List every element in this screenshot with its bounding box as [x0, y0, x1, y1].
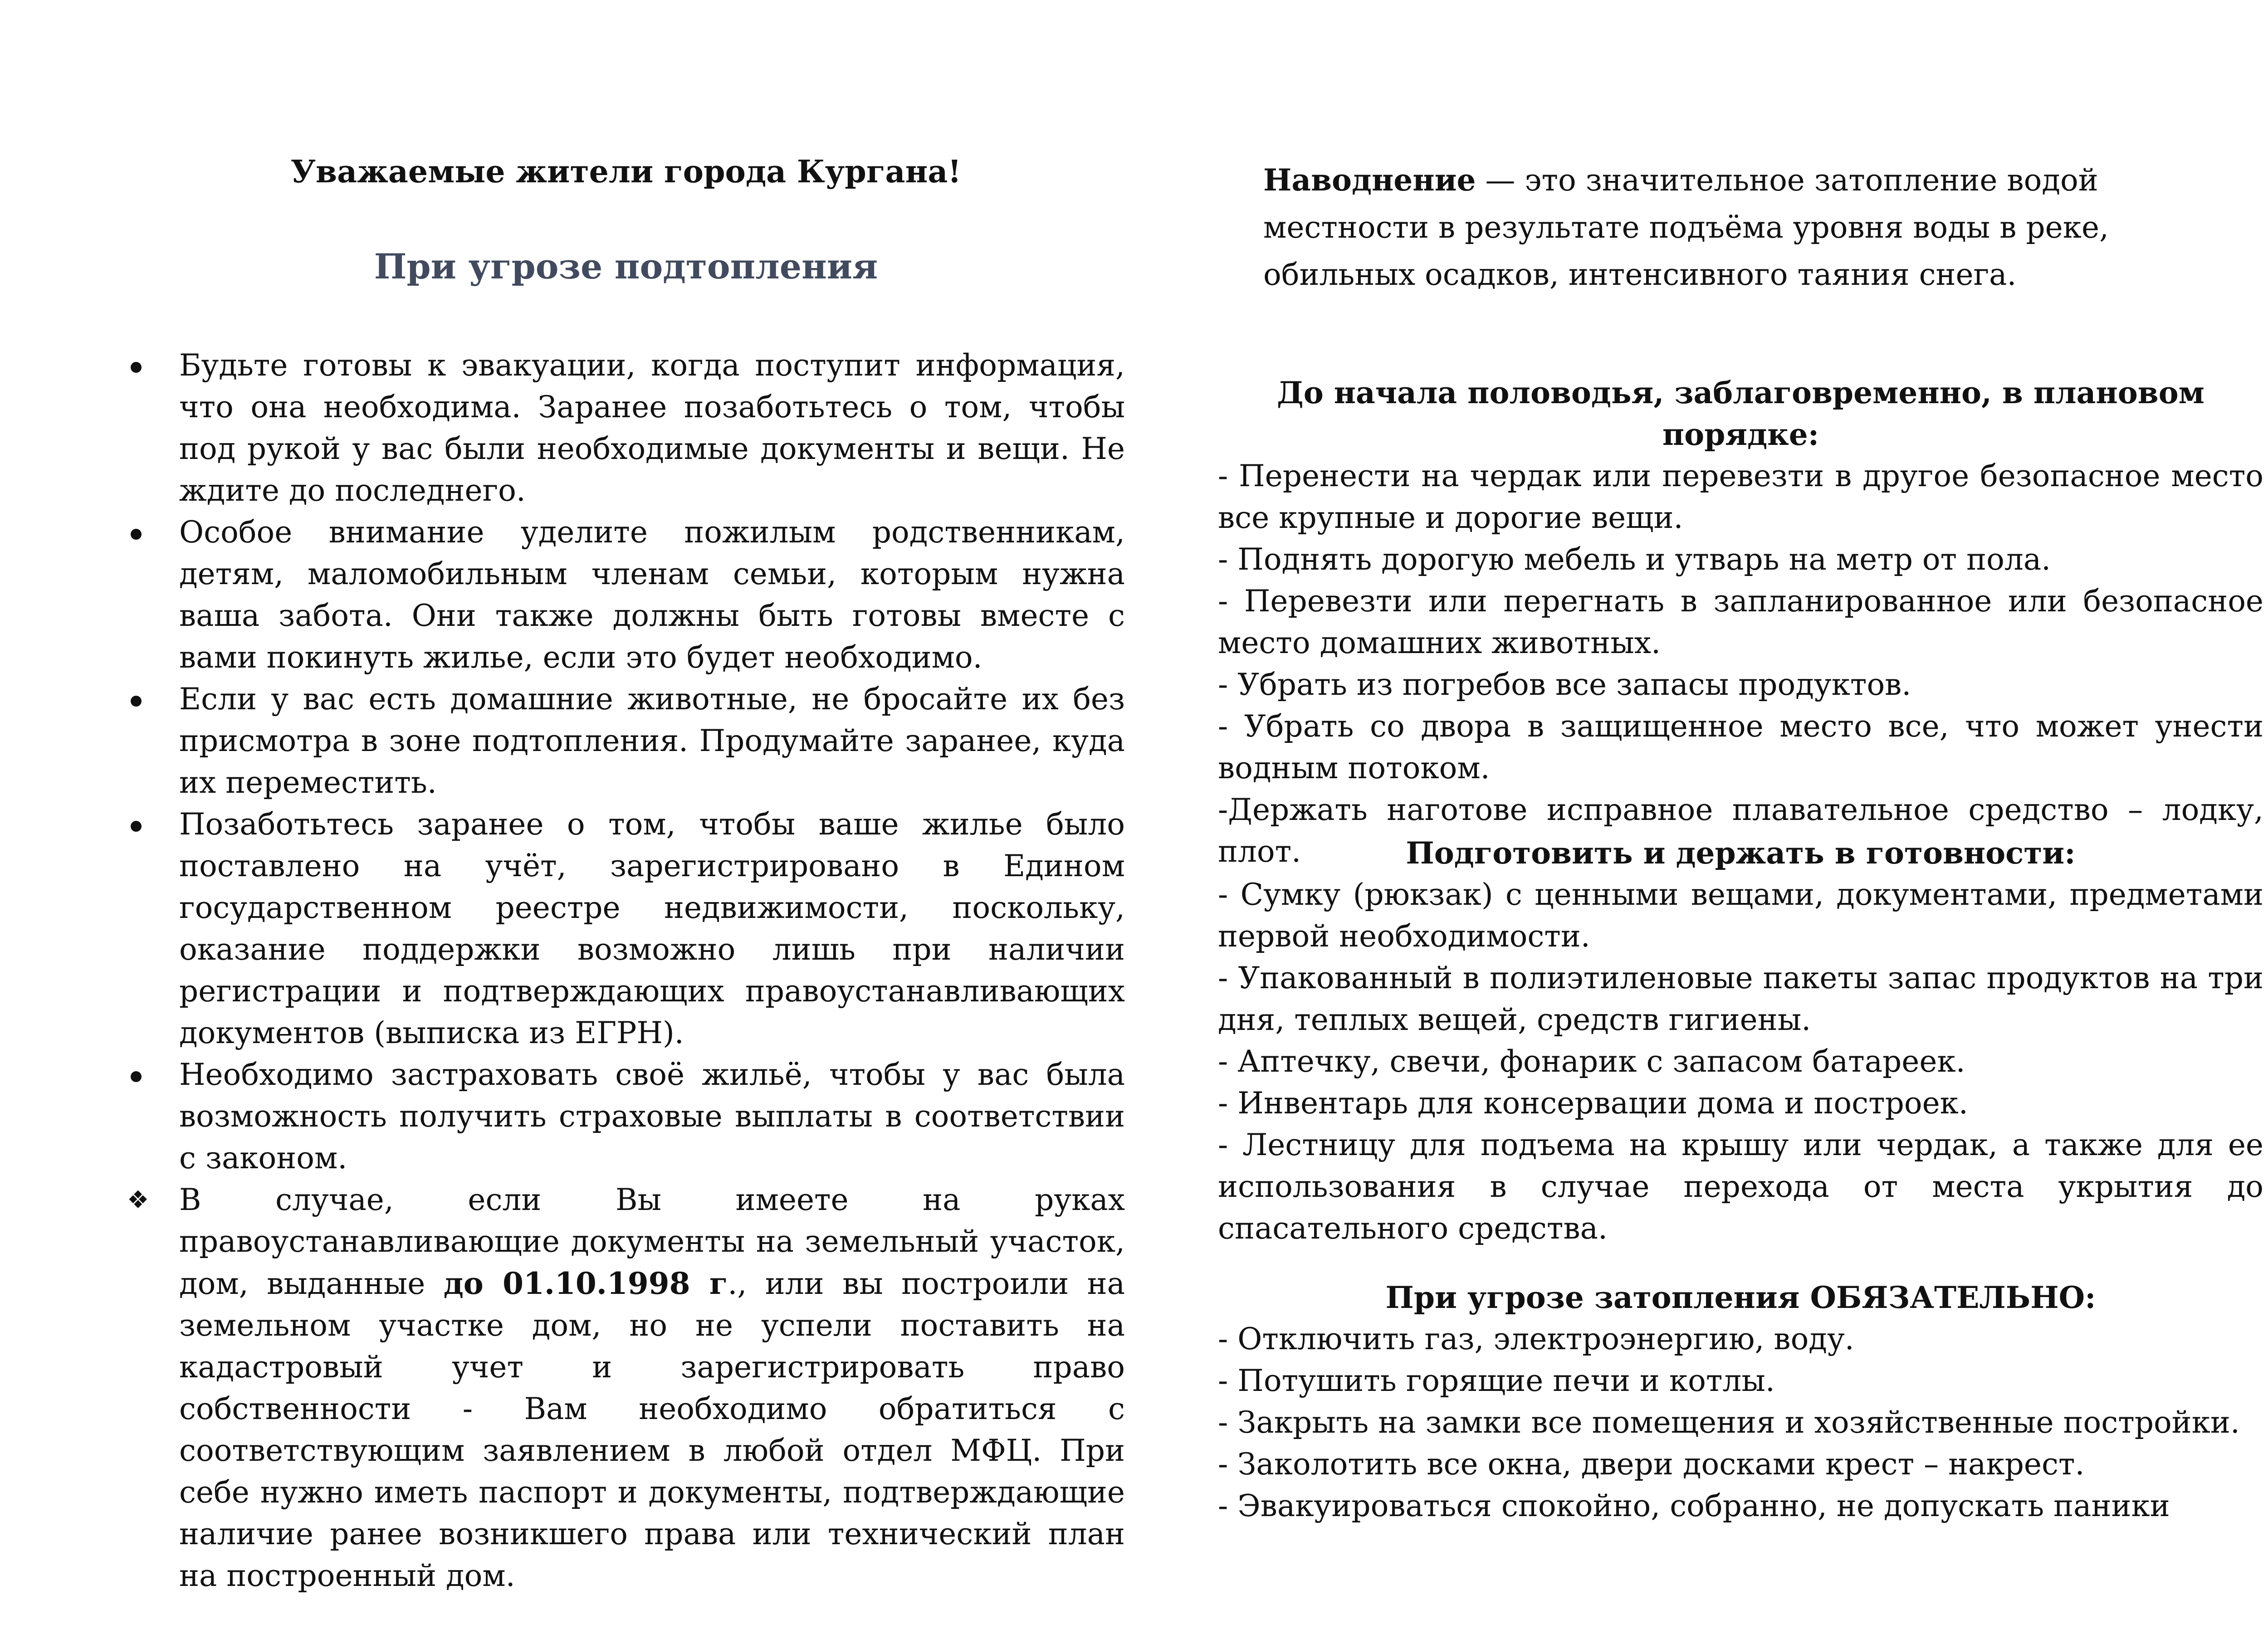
list-item	[127, 512, 1125, 678]
deadline-date: до 01.10.1998 г	[443, 1266, 728, 1301]
list-item	[127, 1179, 1125, 1597]
bullet-dot-icon	[127, 804, 145, 845]
section-heading: При угрозе затопления ОБЯЗАТЕЛЬНО:	[1385, 1280, 2096, 1315]
list-item	[127, 1054, 1125, 1179]
advice-list	[127, 345, 1125, 1597]
instruction-line: - Потушить горящие печи и котлы.	[1218, 1363, 1775, 1398]
list-item-text-part: В случае, если Вы имеете на руках правоустанавливающие документы на земельный участок, дом, выданные	[179, 1182, 1125, 1301]
instruction-line: - Аптечку, свечи, фонарик с запасом батареек.	[1218, 1044, 1965, 1079]
list-item-text: Если у вас есть домашние животные, не бросайте их без присмотра в зоне подтопления. Продумайте заранее, куда их переместить.	[179, 682, 1125, 800]
section-heading: Подготовить и держать в готовности:	[1406, 835, 2076, 871]
instruction-line: - Лестницу для подъема на крышу или чердак, а также для ее использования в случае перехода от места укрытия до спасательного средства.	[1218, 1127, 2263, 1246]
list-item-text: Будьте готовы к эвакуации, когда поступит информация, что она необходима. Заранее позаботьтесь о том, чтобы под рукой у вас были необходимые документы и вещи. Не ждите до последнего.	[179, 348, 1125, 508]
instruction-line: - Заколотить все окна, двери досками крест – накрест.	[1218, 1447, 2085, 1482]
instruction-line: -Держать наготове исправное плавательное средство – лодку, плот.	[1218, 792, 2263, 869]
flood-definition	[1263, 156, 2263, 298]
instruction-line: - Убрать из погребов все запасы продуктов.	[1218, 667, 1911, 702]
section-before-flood	[1218, 372, 2263, 873]
list-item	[127, 345, 1125, 512]
instruction-line: - Убрать со двора в защищенное место все, что может унести водным потоком.	[1218, 709, 2263, 785]
list-item-text: Позаботьтесь заранее о том, чтобы ваше жилье было поставлено на учёт, зарегистрировано в Едином государственном реестре недвижимости, поскольку, оказание поддержки возможно лишь при наличии регистрации и подтверждающих правоустанавливающих документов (выписка из ЕГРН).	[179, 807, 1125, 1050]
section-prepare	[1218, 832, 2263, 1249]
bullet-dot-icon	[127, 1054, 145, 1096]
instruction-line: - Отключить газ, электроэнергию, воду.	[1218, 1322, 1854, 1356]
flood-term: Наводнение	[1263, 162, 1476, 198]
list-item	[127, 804, 1125, 1054]
instruction-line: - Эвакуироваться спокойно, собранно, не допускать паники	[1218, 1488, 2170, 1523]
instruction-line: - Инвентарь для консервации дома и построек.	[1218, 1086, 1968, 1121]
diamond-bullet-icon: ❖	[127, 1185, 149, 1214]
list-item-text: Особое внимание уделите пожилым родственникам, детям, маломобильным членам семьи, которым нужна ваша забота. Они также должны быть готовы вместе с вами покинуть жилье, если это будет необходимо.	[179, 515, 1125, 675]
list-item-text: Необходимо застраховать своё жильё, чтобы у вас была возможность получить страховые выплаты в соответствии с законом.	[179, 1057, 1125, 1176]
flood-definition-text: — это значительное затопление водой местности в результате подъёма уровня воды в реке, обильных осадков, интенсивного таяния снега.	[1263, 163, 2109, 292]
flood-threat-title: При угрозе подтопления	[374, 246, 878, 287]
section-heading: До начала половодья, заблаговременно, в плановом порядке:	[1277, 375, 2204, 452]
greeting-heading: Уважаемые жители города Кургана!	[290, 154, 962, 190]
instruction-line: - Сумку (рюкзак) с ценными вещами, документами, предметами первой необходимости.	[1218, 877, 2263, 954]
instruction-line: - Закрыть на замки все помещения и хозяйственные постройки.	[1218, 1405, 2240, 1440]
instruction-line: - Перевезти или перегнать в запланированное или безопасное место домашних животных.	[1218, 584, 2263, 660]
list-item	[127, 678, 1125, 804]
section-mandatory	[1218, 1277, 2263, 1527]
instruction-line: - Упакованный в полиэтиленовые пакеты запас продуктов на три дня, теплых вещей, средств гигиены.	[1218, 961, 2263, 1037]
list-item-text	[179, 1182, 1125, 1593]
bullet-dot-icon	[127, 512, 145, 553]
instruction-line: - Перенести на чердак или перевезти в другое безопасное место все крупные и дорогие вещи.	[1218, 459, 2263, 535]
bullet-dot-icon	[127, 345, 145, 386]
list-item-text-part: ., или вы построили на земельном участке дом, но не успели поставить на кадастровый учет и зарегистрировать право собственности - Вам необходимо обратиться с соответствующим заявлением в любой отдел МФЦ. При себе нужно иметь паспорт и документы, подтверждающие наличие ранее возникшего права или технический план на построенный дом.	[179, 1266, 1125, 1593]
bullet-dot-icon	[127, 678, 145, 720]
instruction-line: - Поднять дорогую мебель и утварь на метр от пола.	[1218, 542, 2051, 577]
